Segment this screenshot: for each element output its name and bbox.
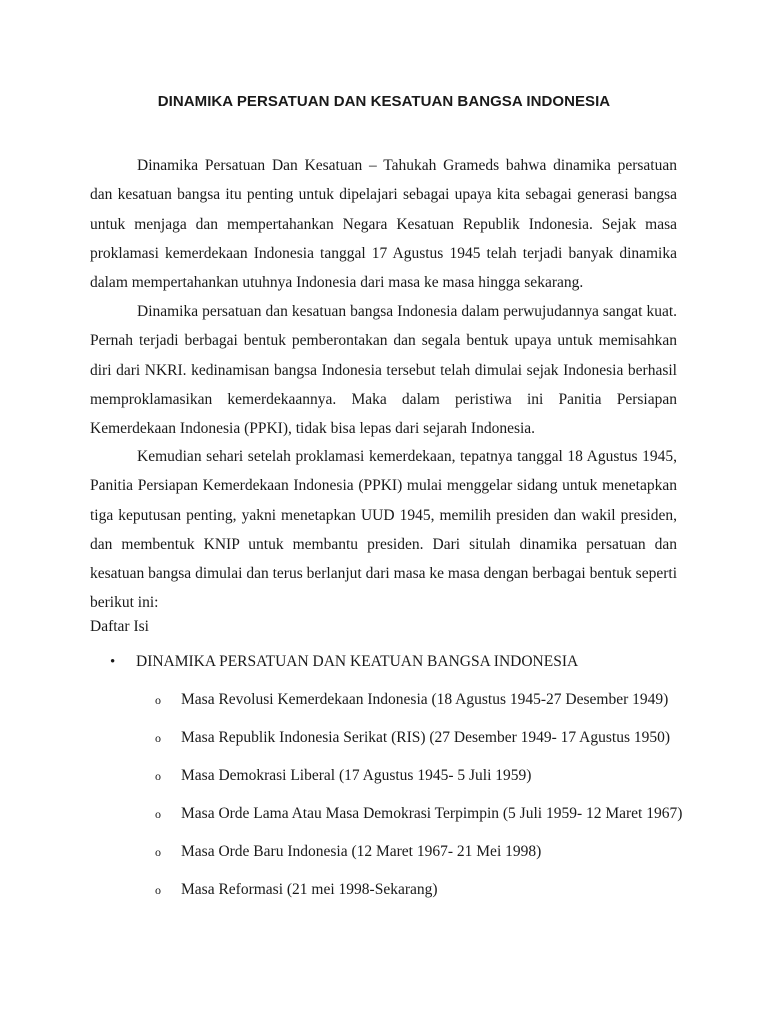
toc-heading: Daftar Isi (90, 618, 149, 635)
toc-sub-item[interactable] (155, 840, 541, 864)
circle-bullet-icon: o (155, 731, 161, 745)
document-title: DINAMIKA PERSATUAN DAN KESATUAN BANGSA INDONESIA (157, 93, 611, 110)
toc-sub-item[interactable] (155, 802, 682, 826)
toc-sub-label: Masa Revolusi Kemerdekaan Indonesia (18 Agustus 1945-27 Desember 1949) (181, 691, 669, 708)
toc-sub-item[interactable] (155, 878, 438, 902)
circle-bullet-icon: o (155, 845, 161, 859)
paragraph-dynamics: Dinamika persatuan dan kesatuan bangsa Indonesia dalam perwujudannya sangat kuat. Pernah terjadi berbagai bentuk pemberontakan dan segala bentuk upaya untuk memisahkan diri dari NKRI. kedinamisan bangsa Indonesia tersebut telah dimulai sejak Indonesia berhasil memproklamasikan kemerdekaannya. Maka dalam peristiwa ini Panitia Persiapan Kemerdekaan Indonesia (PPKI), tidak bisa lepas dari sejarah Indonesia. (90, 303, 677, 438)
toc-sub-label: Masa Reformasi (21 mei 1998-Sekarang) (181, 881, 438, 898)
circle-bullet-icon: o (155, 769, 161, 783)
toc-main-item[interactable] (110, 650, 578, 674)
toc-sub-label: Masa Republik Indonesia Serikat (RIS) (27 Desember 1949- 17 Agustus 1950) (181, 729, 671, 746)
bullet-icon: • (110, 654, 116, 670)
toc-sub-label: Masa Orde Lama Atau Masa Demokrasi Terpimpin (5 Juli 1959- 12 Maret 1967) (181, 805, 683, 822)
circle-bullet-icon: o (155, 807, 161, 821)
toc-sub-item[interactable] (155, 688, 668, 712)
toc-main-label: DINAMIKA PERSATUAN DAN KEATUAN BANGSA INDONESIA (136, 653, 579, 670)
toc-sub-label: Masa Demokrasi Liberal (17 Agustus 1945- 5 Juli 1959) (181, 767, 532, 784)
toc-sub-item[interactable] (155, 726, 670, 750)
circle-bullet-icon: o (155, 693, 161, 707)
toc-sub-item[interactable] (155, 764, 531, 788)
paragraph-ppki: Kemudian sehari setelah proklamasi kemerdekaan, tepatnya tanggal 18 Agustus 1945, Panitia Persiapan Kemerdekaan Indonesia (PPKI) mulai menggelar sidang untuk menetapkan tiga keputusan penting, yakni menetapkan UUD 1945, memilih presiden dan wakil presiden, dan membentuk KNIP untuk membantu presiden. Dari situlah dinamika persatuan dan kesatuan bangsa dimulai dan terus berlanjut dari masa ke masa dengan berbagai bentuk seperti berikut ini: (90, 448, 677, 612)
paragraph-intro: Dinamika Persatuan Dan Kesatuan – Tahukah Grameds bahwa dinamika persatuan dan kesatuan bangsa itu penting untuk dipelajari sebagai upaya kita sebagai generasi bangsa untuk menjaga dan mempertahankan Negara Kesatuan Republik Indonesia. Sejak masa proklamasi kemerdekaan Indonesia tanggal 17 Agustus 1945 telah terjadi banyak dinamika dalam mempertahankan utuhnya Indonesia dari masa ke masa hingga sekarang. (90, 157, 677, 292)
circle-bullet-icon: o (155, 883, 161, 897)
toc-sub-label: Masa Orde Baru Indonesia (12 Maret 1967- 21 Mei 1998) (181, 843, 542, 860)
